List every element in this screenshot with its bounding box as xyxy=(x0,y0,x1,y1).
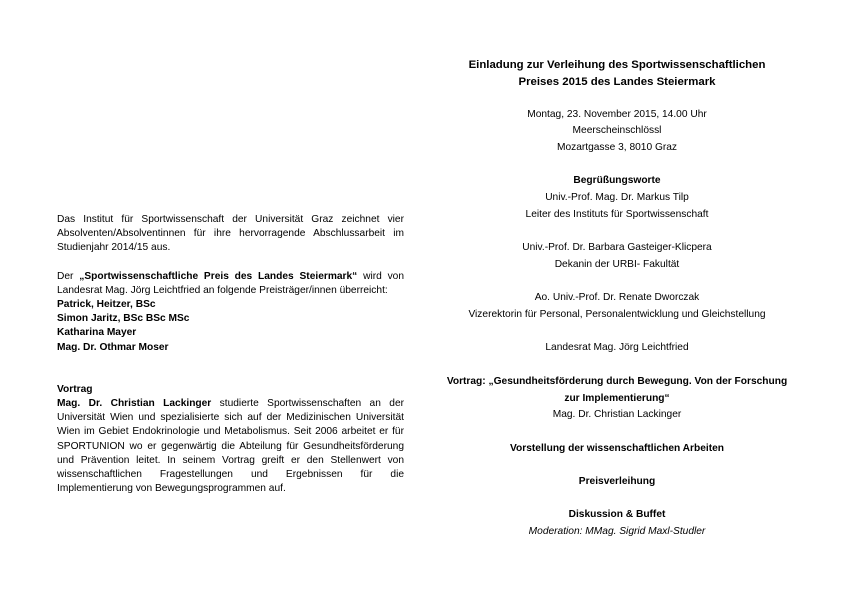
event-datetime: Montag, 23. November 2015, 14.00 Uhr xyxy=(527,108,707,120)
greeting-person2-role: Dekanin der URBI- Fakultät xyxy=(554,258,680,270)
winner-item: Simon Jaritz, BSc BSc MSc xyxy=(57,313,190,325)
award-paragraph xyxy=(57,270,404,298)
winner-item: Katharina Mayer xyxy=(57,327,137,339)
speaker-bio: studierte Sportwissenschaften an der Universität Wien und spezialisierte sich auf der Medizinischen Universität Wien im Gebiet Endokrinologie und Metabolismus. Seit 2006 arbeitet er für SPORTUNION wo er gegenwärtig die Abteilung für Gesundheitsförderung und Prävention leitet. In seinem Vortrag greift er den Stellenwert von wissenschaftlichen Fragestellungen und Ergebnissen für die Implementierung von Bewegungsprogrammen auf. xyxy=(57,398,405,495)
right-column xyxy=(430,57,804,541)
presentation-item: Vorstellung der wissenschaftlichen Arbeiten xyxy=(510,442,724,454)
left-column xyxy=(57,213,404,496)
greeting-heading: Begrüßungsworte xyxy=(573,175,661,187)
speaker-paragraph xyxy=(57,397,404,496)
moderation-line: Moderation: MMag. Sigrid Maxl-Studler xyxy=(528,526,706,538)
invitation-title-line1: Einladung zur Verleihung des Sportwissenschaftlichen xyxy=(468,59,766,71)
spacer xyxy=(430,324,804,341)
discussion-item: Diskussion & Buffet xyxy=(568,509,666,521)
talk-title-line2: zur Implementierung“ xyxy=(564,392,670,404)
ceremony-item: Preisverleihung xyxy=(578,476,656,488)
spacer xyxy=(430,90,804,107)
spacer xyxy=(430,491,804,508)
invitation-title-line2: Preises 2015 des Landes Steiermark xyxy=(518,75,716,88)
intro-paragraph: Das Institut für Sportwissenschaft der Universität Graz zeichnet vier Absolventen/Absolventinnen für ihre hervorragende Abschlussarbeit im Studienjahr 2014/15 aus. xyxy=(57,214,404,254)
talk-title-line1: Vortrag: „Gesundheitsförderung durch Bewegung. Von der Forschung xyxy=(446,375,788,387)
spacer xyxy=(430,274,804,291)
spacer xyxy=(430,457,804,474)
event-venue: Meerscheinschlössl xyxy=(572,125,662,137)
speaker-name: Mag. Dr. Christian Lackinger xyxy=(57,398,212,410)
award-prefix: Der xyxy=(57,270,80,282)
spacer xyxy=(430,357,804,374)
greeting-person4-name: Landesrat Mag. Jörg Leichtfried xyxy=(545,342,689,354)
award-suffix: wird von Landesrat Mag. Jörg Leichtfried an folgende Preisträger/innen überreicht: xyxy=(57,270,405,296)
spacer xyxy=(430,224,804,241)
greeting-person2-name: Univ.-Prof. Dr. Barbara Gasteiger-Klicpera xyxy=(522,242,712,254)
greeting-person3-role: Vizerektorin für Personal, Personalentwicklung und Gleichstellung xyxy=(468,309,766,321)
event-address: Mozartgasse 3, 8010 Graz xyxy=(556,142,678,154)
spacer xyxy=(430,424,804,441)
spacer xyxy=(57,355,404,369)
winner-item: Patrick, Heitzer, BSc xyxy=(57,299,156,311)
greeting-person1-role: Leiter des Instituts für Sportwissenschaft xyxy=(525,208,709,220)
winner-item: Mag. Dr. Othmar Moser xyxy=(57,341,169,353)
greeting-person1-name: Univ.-Prof. Mag. Dr. Markus Tilp xyxy=(545,192,689,204)
greeting-person3-name: Ao. Univ.-Prof. Dr. Renate Dworczak xyxy=(534,292,700,304)
vortrag-heading: Vortrag xyxy=(57,383,93,395)
spacer xyxy=(430,157,804,174)
talk-speaker: Mag. Dr. Christian Lackinger xyxy=(552,409,682,421)
award-name: „Sportwissenschaftliche Preis des Landes Steiermark“ xyxy=(79,270,358,282)
